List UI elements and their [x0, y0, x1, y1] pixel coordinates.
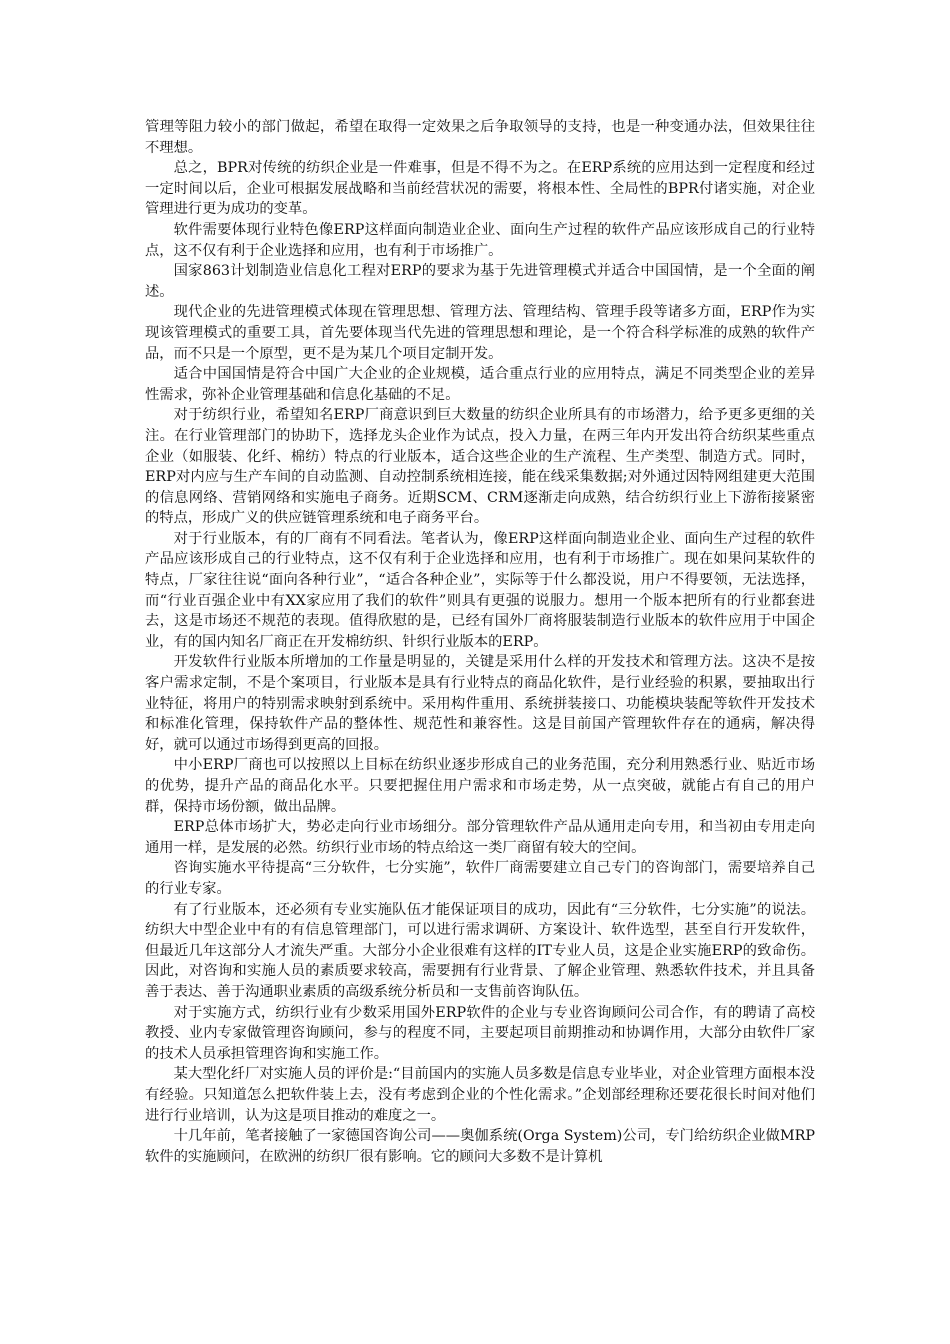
paragraph-7: 对于纺织行业，希望知名ERP厂商意识到巨大数量的纺织企业所具有的市场潜力，给予更多更细的关注。在行业管理部门的协助下，选择龙头企业作为试点，投入力量，在两三年内开发出符合纺织某些重点企业（如服装、化纤、棉纺）特点的行业版本，适合这些企业的生产流程、生产类型、制造方式。同时，ERP对内应与生产车间的自动监测、自动控制系统相连接，能在线采集数据;对外通过因特网组建更大范围的信息网络、营销网络和实施电子商务。近期SCM、CRM逐渐走向成熟，结合纺织行业上下游衔接紧密的特点，形成广义的供应链管理系统和电子商务平台。	[145, 407, 815, 527]
paragraph-3: 软件需要体现行业特色像ERP这样面向制造业企业、面向生产过程的软件产品应该形成自己的行业特点，这不仅有利于企业选择和应用，也有利于市场推广。	[145, 221, 815, 259]
paragraph-11: ERP总体市场扩大，势必走向行业市场细分。部分管理软件产品从通用走向专用，和当初由专用走向通用一样，是发展的必然。纺织行业市场的特点给这一类厂商留有较大的空间。	[145, 819, 815, 856]
paragraph-12: 咨询实施水平待提高“三分软件，七分实施”，软件厂商需要建立自己专门的咨询部门，需要培养自己的行业专家。	[145, 860, 815, 897]
paragraph-8: 对于行业版本，有的厂商有不同看法。笔者认为，像ERP这样面向制造业企业、面向生产过程的软件产品应该形成自己的行业特点，这不仅有利于企业选择和应用，也有利于市场推广。现在如果问某软件的特点，厂家往往说“面向各种行业”，“适合各种企业”，实际等于什么都没说，用户不得要领，无法选择，而“行业百强企业中有XX家应用了我们的软件”则具有更强的说服力。想用一个版本把所有的行业都套进去，这是市场还不规范的表现。值得欣慰的是，已经有国外厂商将服装制造行业版本的软件应用于中国企业，有的国内知名厂商正在开发棉纺织、针织行业版本的ERP。	[145, 530, 815, 650]
paragraph-6: 适合中国国情是符合中国广大企业的企业规模，适合重点行业的应用特点，满足不同类型企业的差异性需求，弥补企业管理基础和信息化基础的不足。	[145, 366, 815, 403]
paragraph-10: 中小ERP厂商也可以按照以上目标在纺织业逐步形成自己的业务范围，充分利用熟悉行业、贴近市场的优势，提升产品的商品化水平。只要把握住用户需求和市场走势，从一点突破，就能占有自己的用户群，保持市场份额，做出品牌。	[145, 757, 815, 815]
paragraph-4: 国家863计划制造业信息化工程对ERP的要求为基于先进管理模式并适合中国国情，是一个全面的阐述。	[145, 263, 815, 300]
document-page	[145, 117, 815, 1167]
paragraph-1: 管理等阻力较小的部门做起，希望在取得一定效果之后争取领导的支持，也是一种变通办法，但效果往往不理想。	[145, 119, 815, 156]
paragraph-9: 开发软件行业版本所增加的工作量是明显的，关键是采用什么样的开发技术和管理方法。这决不是按客户需求定制，不是个案项目，行业版本是具有行业特点的商品化软件，是行业经验的积累，要抽取出行业特征，将用户的特别需求映射到系统中。采用构件重用、系统拼装接口、功能模块装配等软件开发技术和标准化管理，保持软件产品的整体性、规范性和兼容性。这是目前国产管理软件存在的通病，解决得好，就可以通过市场得到更高的回报。	[145, 654, 815, 753]
paragraph-5: 现代企业的先进管理模式体现在管理思想、管理方法、管理结构、管理手段等诸多方面，ERP作为实现该管理模式的重要工具，首先要体现当代先进的管理思想和理论，是一个符合科学标准的成熟的软件产品，而不只是一个原型，更不是为某几个项目定制开发。	[145, 304, 815, 362]
paragraph-13: 有了行业版本，还必须有专业实施队伍才能保证项目的成功，因此有“三分软件，七分实施”的说法。纺织大中型企业中有的有信息管理部门，可以进行需求调研、方案设计、软件选型，甚至自行开发软件，但最近几年这部分人才流失严重。大部分小企业很难有这样的IT专业人员，这是企业实施ERP的致命伤。因此，对咨询和实施人员的素质要求较高，需要拥有行业背景、了解企业管理、熟悉软件技术，并且具备善于表达、善于沟通职业素质的高级系统分析员和一支售前咨询队伍。	[145, 901, 815, 1000]
paragraph-15: 某大型化纤厂对实施人员的评价是:“目前国内的实施人员多数是信息专业毕业，对企业管理方面根本没有经验。只知道怎么把软件装上去，没有考虑到企业的个性化需求。”企划部经理称还要花很长时间对他们进行行业培训，认为这是项目推动的难度之一。	[145, 1066, 815, 1124]
paragraph-16: 十几年前，笔者接触了一家德国咨询公司——奥伽系统(Orga System)公司，专门给纺织企业做MRP软件的实施顾问，在欧洲的纺织厂很有影响。它的顾问大多数不是计算机	[145, 1128, 815, 1165]
paragraph-2: 总之，BPR对传统的纺织企业是一件难事，但是不得不为之。在ERP系统的应用达到一定程度和经过一定时间以后，企业可根据发展战略和当前经营状况的需要，将根本性、全局性的BPR付诸实施，对企业管理进行更为成功的变革。	[145, 160, 815, 218]
paragraph-14: 对于实施方式，纺织行业有少数采用国外ERP软件的企业与专业咨询顾问公司合作，有的聘请了高校教授、业内专家做管理咨询顾问，参与的程度不同，主要起项目前期推动和协调作用，大部分由软件厂家的技术人员承担管理咨询和实施工作。	[145, 1004, 815, 1062]
